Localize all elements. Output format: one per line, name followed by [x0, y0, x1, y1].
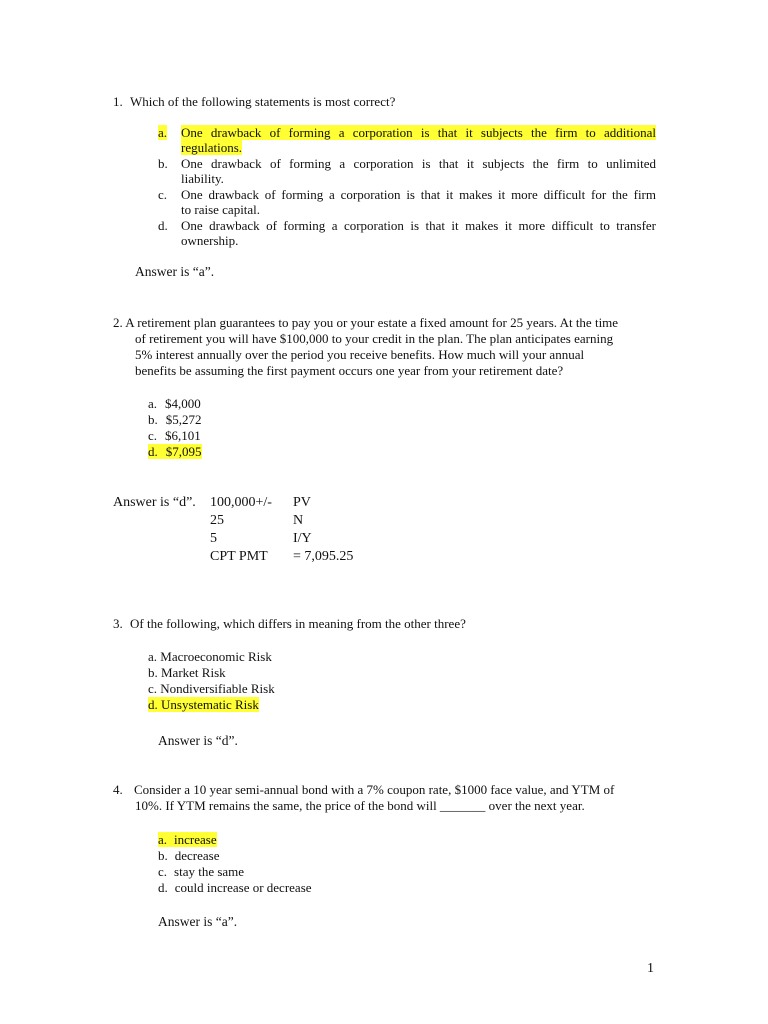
calc-entry: CPT PMT	[210, 549, 268, 564]
q2-option-a: a. $4,000	[148, 396, 201, 411]
page-number: 1	[647, 961, 654, 976]
q1-option-b-line-1: One drawback of forming a corporation is that it subjects the firm to unlimited	[181, 156, 656, 171]
calc-entry: 25	[210, 513, 224, 528]
calc-key: I/Y	[293, 531, 312, 546]
question-text: Consider a 10 year semi-annual bond with a 7% coupon rate, $1000 face value, and YTM of	[134, 782, 615, 797]
q2-option-c: c. $6,101	[148, 428, 201, 443]
q1-option-d-line-1: One drawback of forming a corporation is that it makes it more difficult to transfer	[181, 218, 656, 233]
q3-option-c: c. Nondiversifiable Risk	[148, 681, 275, 696]
question-2-line-2: of retirement you will have $100,000 to your credit in the plan. The plan anticipates earning	[135, 331, 614, 346]
question-text: Which of the following statements is most correct?	[130, 94, 396, 109]
q1-option-d-line-2: ownership.	[181, 233, 239, 248]
q4-option-b: b. decrease	[158, 848, 220, 863]
q1-option-d-letter: d.	[158, 218, 168, 233]
question-number: 1.	[113, 94, 123, 109]
q1-option-b-line-2: liability.	[181, 171, 224, 186]
q2-option-d: d. $7,095	[148, 444, 202, 459]
q2-option-b: b. $5,272	[148, 412, 202, 427]
calc-key: PV	[293, 495, 311, 510]
question-text: A retirement plan guarantees to pay you or your estate a fixed amount for 25 years. At the time	[125, 315, 619, 330]
question-text: Of the following, which differs in meaning from the other three?	[130, 616, 466, 631]
question-4-line-2: 10%. If YTM remains the same, the price of the bond will _______ over the next year.	[135, 798, 585, 813]
calc-entry: 5	[210, 531, 217, 546]
q3-answer: Answer is “d”.	[158, 733, 238, 748]
q2-answer: Answer is “d”.	[113, 495, 196, 510]
q4-option-d: d. could increase or decrease	[158, 880, 312, 895]
q1-answer: Answer is “a”.	[135, 264, 215, 279]
question-2-line-4: benefits be assuming the first payment occurs one year from your retirement date?	[135, 363, 564, 378]
q3-option-a: a. Macroeconomic Risk	[148, 649, 272, 664]
question-number: 4.	[113, 782, 123, 797]
q3-option-d: d. Unsystematic Risk	[148, 697, 259, 712]
calc-key: N	[293, 513, 304, 528]
q4-option-c: c. stay the same	[158, 864, 245, 879]
question-1	[113, 94, 395, 110]
q4-answer: Answer is “a”.	[158, 914, 238, 929]
calc-result: = 7,095.25	[293, 549, 354, 564]
question-3	[113, 616, 466, 632]
question-2-line-3: 5% interest annually over the period you receive benefits. How much will your annual	[135, 347, 585, 362]
question-number: 2.	[113, 315, 123, 330]
q4-option-a: a. increase	[158, 832, 217, 847]
q1-option-a-letter: a.	[158, 125, 168, 140]
q1-option-a-line-2: regulations.	[181, 140, 243, 155]
q1-option-c-letter: c.	[158, 187, 168, 202]
q3-option-b: b. Market Risk	[148, 665, 226, 680]
question-4-line-1	[113, 782, 614, 798]
q1-option-a-line-1: One drawback of forming a corporation is that it subjects the firm to additional	[181, 125, 656, 140]
q1-option-c-line-2: to raise capital.	[181, 202, 261, 217]
question-number: 3.	[113, 616, 123, 631]
calc-entry: 100,000+/-	[210, 495, 272, 510]
q1-option-b-letter: b.	[158, 156, 168, 171]
question-2-line-1	[113, 315, 618, 331]
q1-option-c-line-1: One drawback of forming a corporation is that it makes it more difficult for the firm	[181, 187, 656, 202]
